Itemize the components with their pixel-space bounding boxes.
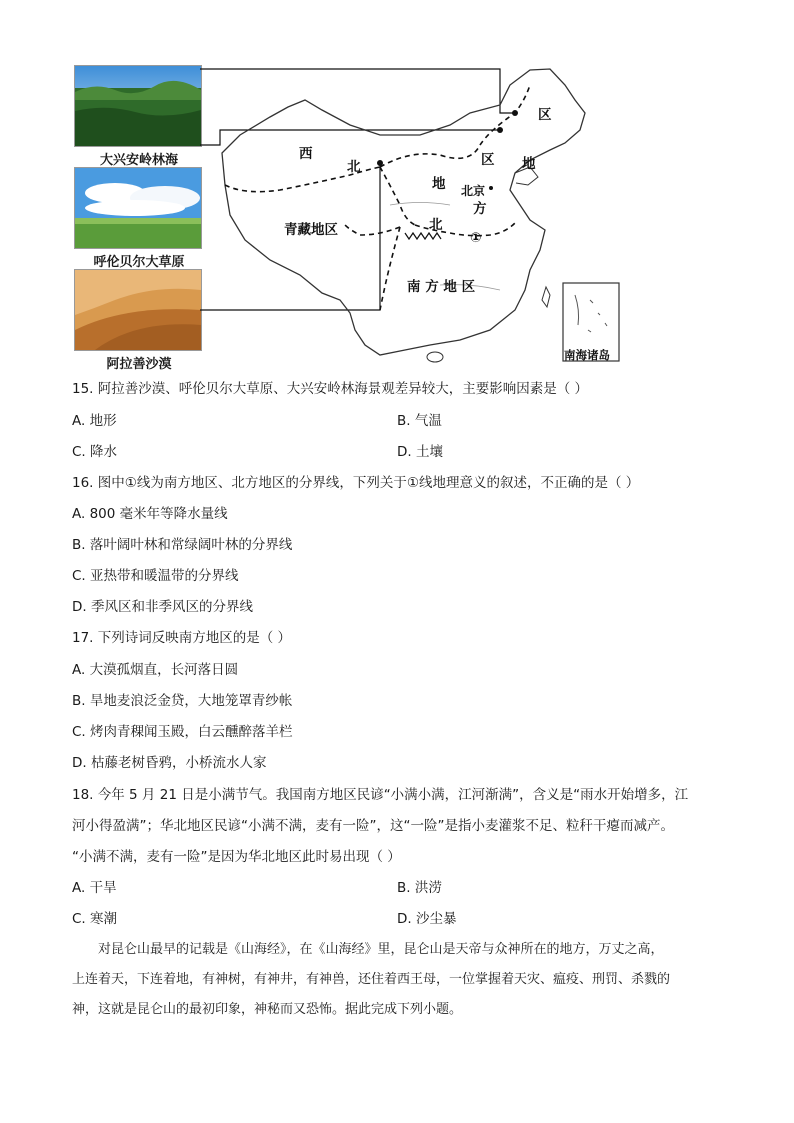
label-south-china-sea-islands: 南海诸岛 <box>564 348 610 362</box>
label-qinghai-tibet: 青藏地区 <box>284 222 338 238</box>
grassland-caption: 呼伦贝尔大草原 <box>93 255 185 270</box>
q16-option-a[interactable]: A. 800 毫米年等降水量线 <box>72 506 228 522</box>
q15-option-d[interactable]: D. 土壤 <box>397 444 443 460</box>
question-16-stem: 16. 图中①线为南方地区、北方地区的分界线，下列关于①线地理意义的叙述，不正确的是（ ） <box>72 475 640 491</box>
q18-option-d[interactable]: D. 沙尘暴 <box>397 911 457 927</box>
passage-line-3: 神，这就是昆仑山的最初印象，神秘而又恐怖。据此完成下列小题。 <box>72 1002 463 1017</box>
label-xi: 西 <box>299 146 313 162</box>
label-di-ne: 地 <box>522 156 536 172</box>
label-qu: 区 <box>481 152 495 168</box>
forest-caption: 大兴安岭林海 <box>99 153 178 168</box>
q18-option-c[interactable]: C. 寒潮 <box>72 911 118 927</box>
q16-option-b[interactable]: B. 落叶阔叶林和常绿阔叶林的分界线 <box>72 537 293 553</box>
label-bei-north: 北 <box>429 217 443 233</box>
label-di: 地 <box>432 176 446 192</box>
passage-line-2: 上连着天，下连着地，有神树，有神井，有神兽，还住着西王母，一位掌握着天灾、瘟疫、刑罚、杀戮的 <box>72 972 671 987</box>
question-18-stem-line-1: 18. 今年 5 月 21 日是小满节气。我国南方地区民谚“小满小满，江河渐满”，含义是“雨水开始增多，江 <box>72 787 689 803</box>
china-map <box>60 55 760 375</box>
label-south-region: 南 方 地 区 <box>407 279 476 295</box>
label-qu-ne: 区 <box>538 107 552 123</box>
q18-option-a[interactable]: A. 干旱 <box>72 880 117 896</box>
q17-option-c[interactable]: C. 烤肉青稞闻玉殿，白云醺醉落羊栏 <box>72 724 293 740</box>
label-line-1: ① <box>470 230 482 246</box>
reading-passage <box>72 935 722 1025</box>
question-18-stem-line-2: 河小得盈满”；华北地区民谚“小满不满，麦有一险”，这“一险”是指小麦灌浆不足、粒秆干瘪而减产。 <box>72 818 674 834</box>
question-18-stem-line-3: “小满不满，麦有一险”是因为华北地区此时易出现（ ） <box>72 849 401 865</box>
q18-option-b[interactable]: B. 洪涝 <box>397 880 442 896</box>
question-17-stem: 17. 下列诗词反映南方地区的是（ ） <box>72 630 292 646</box>
q15-option-c[interactable]: C. 降水 <box>72 444 118 460</box>
q17-option-a[interactable]: A. 大漠孤烟直，长河落日圆 <box>72 662 239 678</box>
q17-option-b[interactable]: B. 旱地麦浪泛金贷，大地笼罩青纱帐 <box>72 693 293 709</box>
question-15-stem: 15. 阿拉善沙漠、呼伦贝尔大草原、大兴安岭林海景观差异较大，主要影响因素是（ ） <box>72 381 589 397</box>
q15-option-a[interactable]: A. 地形 <box>72 413 117 429</box>
q15-option-b[interactable]: B. 气温 <box>397 413 442 429</box>
label-beijing: 北京 <box>461 184 486 198</box>
label-fang: 方 <box>473 201 487 217</box>
label-bei-nw: 北 <box>347 159 361 175</box>
q17-option-d[interactable]: D. 枯藤老树昏鸦，小桥流水人家 <box>72 755 267 771</box>
passage-line-1: 对昆仑山最早的记载是《山海经》，在《山海经》里，昆仑山是天帝与众神所在的地方，万丈之高， <box>98 942 664 957</box>
q16-option-d[interactable]: D. 季风区和非季风区的分界线 <box>72 599 253 615</box>
map-figure <box>60 55 760 375</box>
desert-caption: 阿拉善沙漠 <box>106 357 172 372</box>
q16-option-c[interactable]: C. 亚热带和暖温带的分界线 <box>72 568 239 584</box>
